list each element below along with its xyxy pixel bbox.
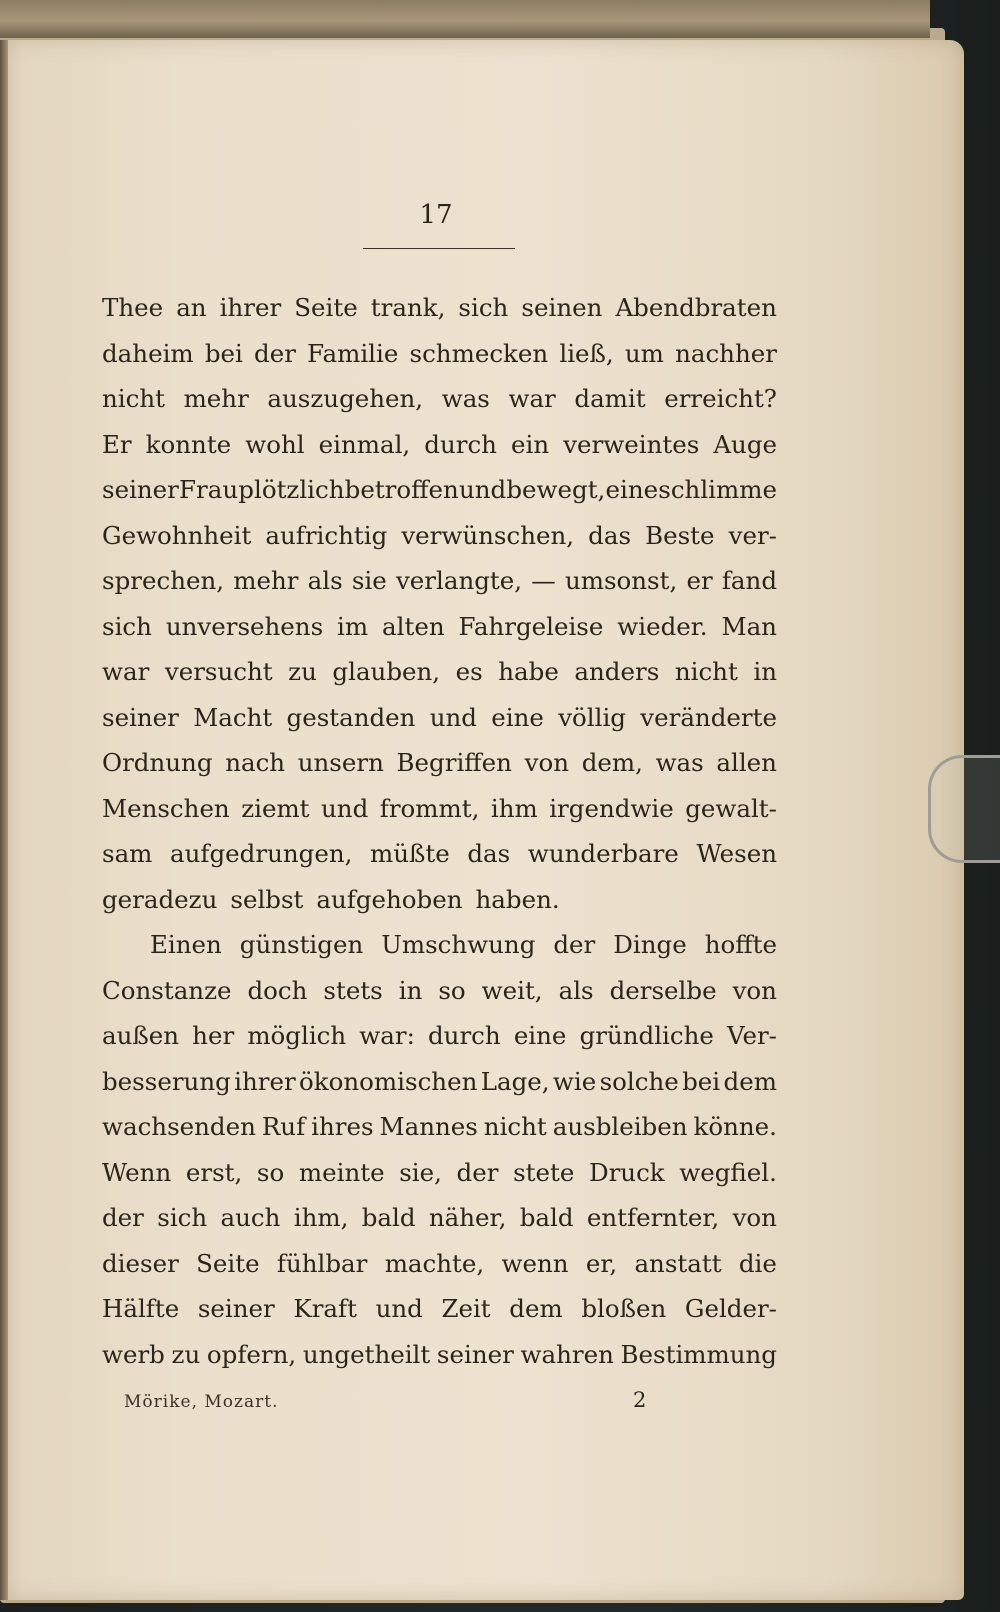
text-line: seiner Frau plötzlich betroffen und bewegt, eine schlimme xyxy=(102,475,777,504)
text-line: besserung ihrer ökonomischen Lage, wie solche bei dem xyxy=(102,1066,777,1096)
text-line: daheim bei der Familie schmecken ließ, um nachher xyxy=(102,338,777,368)
body-text xyxy=(102,285,777,1377)
text-line: der sich auch ihm, bald näher, bald entfernter, von xyxy=(102,1203,777,1232)
text-line: geradezu selbst aufgehoben haben. xyxy=(102,884,560,914)
page-clip xyxy=(928,755,1000,863)
signature-mark: 2 xyxy=(633,1388,647,1412)
text-line: Wenn erst, so meinte sie, der stete Druck wegfiel. xyxy=(102,1157,777,1187)
text-line: Menschen ziemt und frommt, ihm irgendwie gewalt- xyxy=(102,793,777,823)
text-line: Hälfte seiner Kraft und Zeit dem bloßen Gelder- xyxy=(102,1294,777,1323)
text-line: wachsenden Ruf ihres Mannes nicht ausbleiben könne. xyxy=(102,1112,777,1141)
text-line: Thee an ihrer Seite trank, sich seinen Abendbraten xyxy=(102,293,777,322)
text-line: sam aufgedrungen, müßte das wunderbare Wesen xyxy=(102,839,777,868)
book-top-edge xyxy=(0,0,930,38)
text-line: war versucht zu glauben, es habe anders nicht in xyxy=(102,657,777,686)
text-line: seiner Macht gestanden und eine völlig veränderte xyxy=(102,702,777,732)
text-line: sich unversehens im alten Fahrgeleise wieder. Man xyxy=(102,611,777,641)
text-line: werb zu opfern, ungetheilt seiner wahren Bestimmung xyxy=(102,1339,777,1369)
text-line: Er konnte wohl einmal, durch ein verweintes Auge xyxy=(102,429,777,459)
text-line: dieser Seite fühlbar machte, wenn er, anstatt die xyxy=(102,1248,777,1278)
text-line: Einen günstigen Umschwung der Dinge hoffte xyxy=(150,930,777,959)
page-left-edge xyxy=(0,40,8,1600)
text-line: Ordnung nach unsern Begriffen von dem, was allen xyxy=(102,748,777,777)
book-page xyxy=(6,40,964,1600)
text-line: sprechen, mehr als sie verlangte, — umsonst, er fand xyxy=(102,566,777,595)
text-line: Gewohnheit aufrichtig verwünschen, das Beste ver- xyxy=(102,520,777,550)
page-number: 17 xyxy=(419,200,453,230)
footer-title: Mörike, Mozart. xyxy=(124,1392,279,1412)
header-rule xyxy=(363,248,515,249)
text-line: Constanze doch stets in so weit, als derselbe von xyxy=(102,975,777,1005)
text-line: nicht mehr auszugehen, was war damit erreicht? xyxy=(102,384,777,413)
text-line: außen her möglich war: durch eine gründliche Ver- xyxy=(102,1021,777,1050)
